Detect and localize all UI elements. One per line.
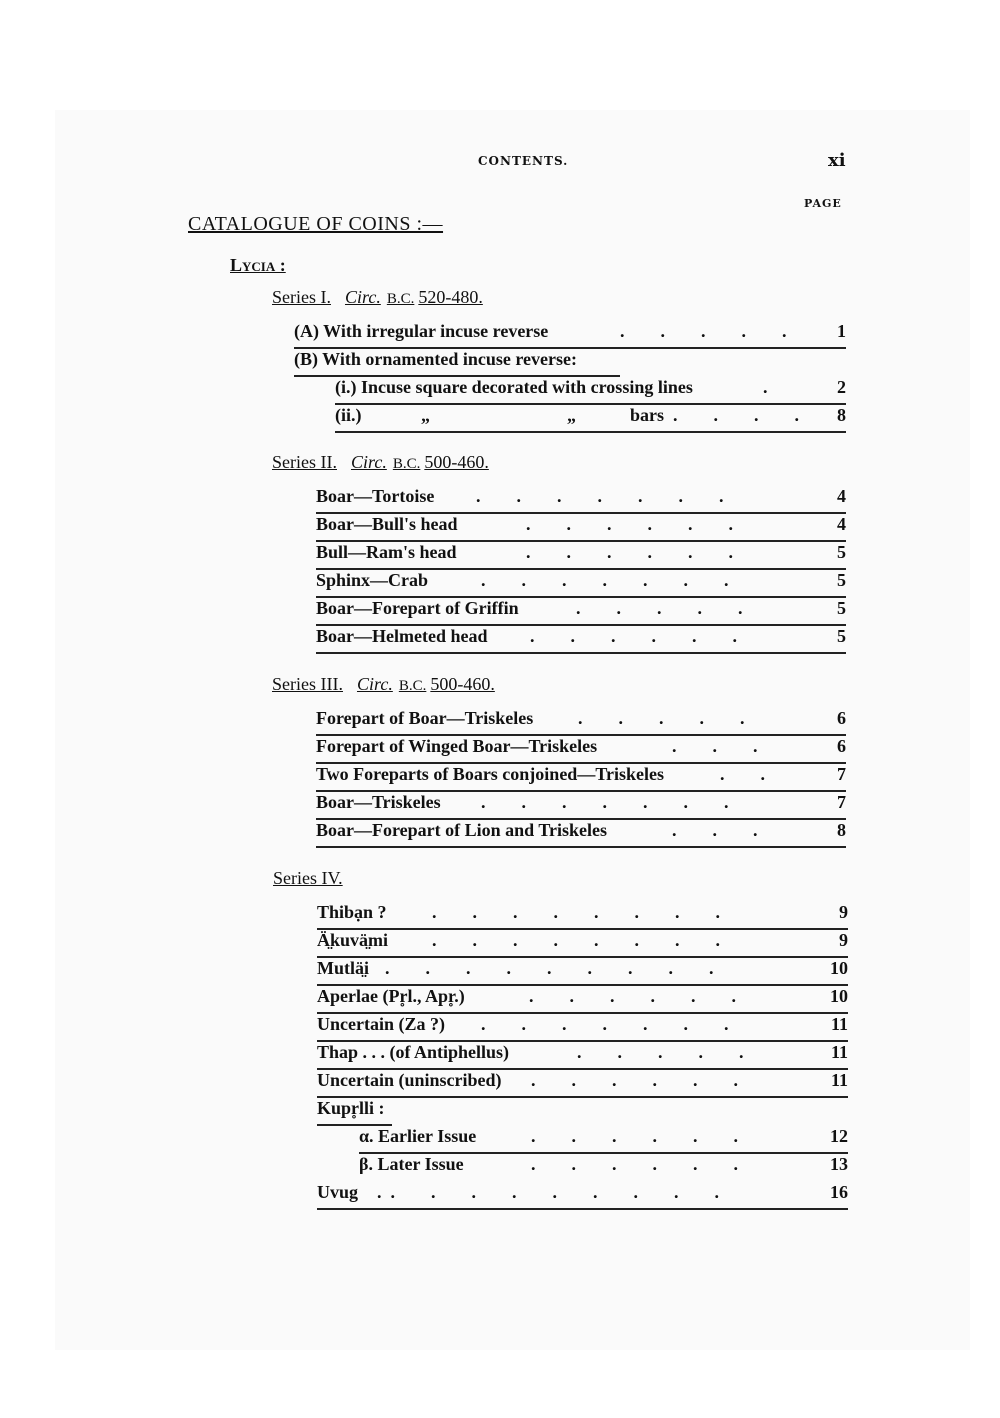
entry-title: (i.) Incuse square decorated with crossing lines (335, 377, 693, 397)
ditto-mark: „ (567, 405, 576, 425)
series-era: B.C. (392, 456, 421, 472)
entry-page: 2 (837, 377, 846, 397)
entry-page: 5 (837, 598, 846, 618)
series-label: Series III. (272, 674, 343, 694)
series-era: B.C. (398, 678, 427, 694)
series-label: Series II. (272, 452, 337, 472)
entry-title: Forepart of Boar—Triskeles (316, 708, 534, 728)
entry-title: Ä̤kuvä̤mi (317, 930, 389, 950)
leader-dots: . . . . . . . . (432, 902, 720, 922)
toc-entry[interactable] (316, 542, 846, 570)
toc-entry[interactable] (359, 1154, 848, 1182)
entry-title: (ii.) (335, 405, 362, 425)
entry-page: 10 (830, 958, 848, 978)
entry-page: 4 (837, 486, 846, 506)
leader-dots: . . . . . . . (481, 792, 729, 812)
entry-title: (A) With irregular incuse reverse (294, 321, 549, 341)
entry-title: Sphinx—Crab (316, 570, 429, 590)
toc-entry[interactable] (316, 764, 846, 792)
entry-tail: bars (630, 405, 665, 425)
entry-page: 5 (837, 626, 846, 646)
leader-dots: . . . (672, 820, 758, 840)
entry-title: Boar—Triskeles (316, 792, 441, 812)
toc-entry[interactable] (294, 321, 846, 349)
leader-dots: . . . (672, 736, 758, 756)
leader-dots: . . . . . (578, 708, 745, 728)
page-column-label: PAGE (804, 197, 842, 210)
entry-page: 6 (837, 736, 846, 756)
toc-entry[interactable] (317, 986, 848, 1014)
toc-entry[interactable] (317, 902, 848, 930)
entry-page: 11 (830, 1070, 848, 1090)
series-heading-1 (272, 287, 483, 308)
entry-page: 11 (830, 1014, 848, 1034)
leader-dots: . . . . . . . . (432, 930, 720, 950)
leader-dots: . . . . . . . (481, 570, 729, 590)
leader-dots: . . . . . . . . . . (377, 1182, 719, 1202)
entry-page: 7 (837, 792, 846, 812)
region-heading: Lycia : (230, 255, 286, 275)
series-heading-2 (272, 452, 489, 473)
leader-dots: . . . . . (576, 598, 743, 618)
leader-dots: . . . . . (620, 321, 787, 341)
entry-page: 9 (839, 930, 848, 950)
entry-title: Forepart of Winged Boar—Triskeles (316, 736, 598, 756)
toc-entry[interactable] (317, 1014, 848, 1042)
leader-dots: . . . . . . (526, 514, 733, 534)
toc-entry[interactable] (359, 1126, 848, 1154)
leader-dots: . . . . . . . (476, 486, 724, 506)
entry-page: 1 (837, 321, 846, 341)
toc-entry[interactable] (316, 626, 846, 654)
leader-dots: . . . . . . (531, 1154, 738, 1174)
entry-title: Aperlae (Pr̥l., Apr̥.) (317, 986, 465, 1006)
toc-entry[interactable] (317, 1098, 392, 1126)
series-circ: Circ. (350, 452, 387, 472)
leader-dots: . . . . . (577, 1042, 744, 1062)
catalogue-title: CATALOGUE OF COINS :— (188, 213, 444, 235)
entry-title: Uncertain (Za ?) (317, 1014, 445, 1034)
entry-title: α. Earlier Issue (359, 1126, 477, 1146)
entry-title: Mutlä̤i (317, 958, 369, 978)
leader-dots: . . . . (673, 405, 799, 425)
entry-title: Boar—Forepart of Griffin (316, 598, 519, 618)
entry-title: Uvug (317, 1182, 359, 1202)
entry-title: Uncertain (uninscribed) (317, 1070, 502, 1090)
toc-entry[interactable] (335, 405, 846, 433)
entry-page: 13 (830, 1154, 848, 1174)
running-head: CONTENTS. (478, 154, 569, 168)
entry-page: 6 (837, 708, 846, 728)
entry-page: 11 (830, 1042, 848, 1062)
ditto-mark: „ (421, 405, 430, 425)
series-era: B.C. (386, 291, 415, 307)
toc-entry[interactable] (335, 377, 846, 405)
series-range: 520-480. (418, 287, 483, 307)
entry-page: 8 (837, 405, 846, 425)
entry-page: 5 (837, 570, 846, 590)
toc-entry[interactable] (316, 570, 846, 598)
leader-dots: . . . . . . (526, 542, 733, 562)
toc-entry[interactable] (317, 1070, 848, 1098)
entry-title: Kupr̥lli : (317, 1098, 385, 1118)
toc-entry[interactable] (317, 930, 848, 958)
leader-dots: . . (720, 764, 765, 784)
toc-entry[interactable] (316, 708, 846, 736)
entry-page: 10 (830, 986, 848, 1006)
entry-title: Bull—Ram's head (316, 542, 457, 562)
toc-entry[interactable] (317, 1042, 848, 1070)
leader-dots: . . . . . . (529, 986, 736, 1006)
entry-title: Boar—Bull's head (316, 514, 458, 534)
series-label: Series IV. (273, 868, 343, 888)
series-heading-4 (273, 868, 343, 889)
leader-dots: . . . . . . (530, 626, 737, 646)
toc-entry[interactable] (316, 514, 846, 542)
series-label: Series I. (272, 287, 331, 307)
toc-entry[interactable] (316, 792, 846, 820)
leader-dots: . . . . . . . . . (385, 958, 714, 978)
entry-title: β. Later Issue (359, 1154, 464, 1174)
entry-title: Thap . . . (of Antiphellus) (317, 1042, 510, 1062)
series-range: 500-460. (424, 452, 489, 472)
entry-page: 7 (837, 764, 846, 784)
toc-entry[interactable] (316, 820, 846, 848)
entry-title: Boar—Forepart of Lion and Triskeles (316, 820, 608, 840)
series-circ: Circ. (356, 674, 393, 694)
toc-entry[interactable] (294, 349, 620, 377)
entry-page: 12 (830, 1126, 848, 1146)
entry-page: 8 (837, 820, 846, 840)
page-number: xi (828, 150, 846, 171)
leader-dots: . . . . . . . (481, 1014, 729, 1034)
entry-title: (B) With ornamented incuse reverse: (294, 349, 577, 369)
entry-page: 4 (837, 514, 846, 534)
entry-title: Boar—Helmeted head (316, 626, 488, 646)
leader-dots: . . . . . . (531, 1070, 738, 1090)
toc-entry[interactable] (317, 1182, 848, 1210)
entry-page: 5 (837, 542, 846, 562)
entry-page: 9 (839, 902, 848, 922)
toc-entry[interactable] (316, 486, 846, 514)
series-range: 500-460. (430, 674, 495, 694)
series-circ: Circ. (344, 287, 381, 307)
toc-entry[interactable] (316, 736, 846, 764)
leader-dots: . . . . . . (531, 1126, 738, 1146)
entry-page: 16 (830, 1182, 848, 1202)
toc-entry[interactable] (317, 958, 848, 986)
entry-title: Boar—Tortoise (316, 486, 435, 506)
series-heading-3 (272, 674, 495, 695)
entry-title: Two Foreparts of Boars conjoined—Triskeles (316, 764, 664, 784)
toc-entry[interactable] (316, 598, 846, 626)
entry-title: Thibạn ? (317, 902, 387, 922)
leader-dots: . (763, 377, 768, 397)
